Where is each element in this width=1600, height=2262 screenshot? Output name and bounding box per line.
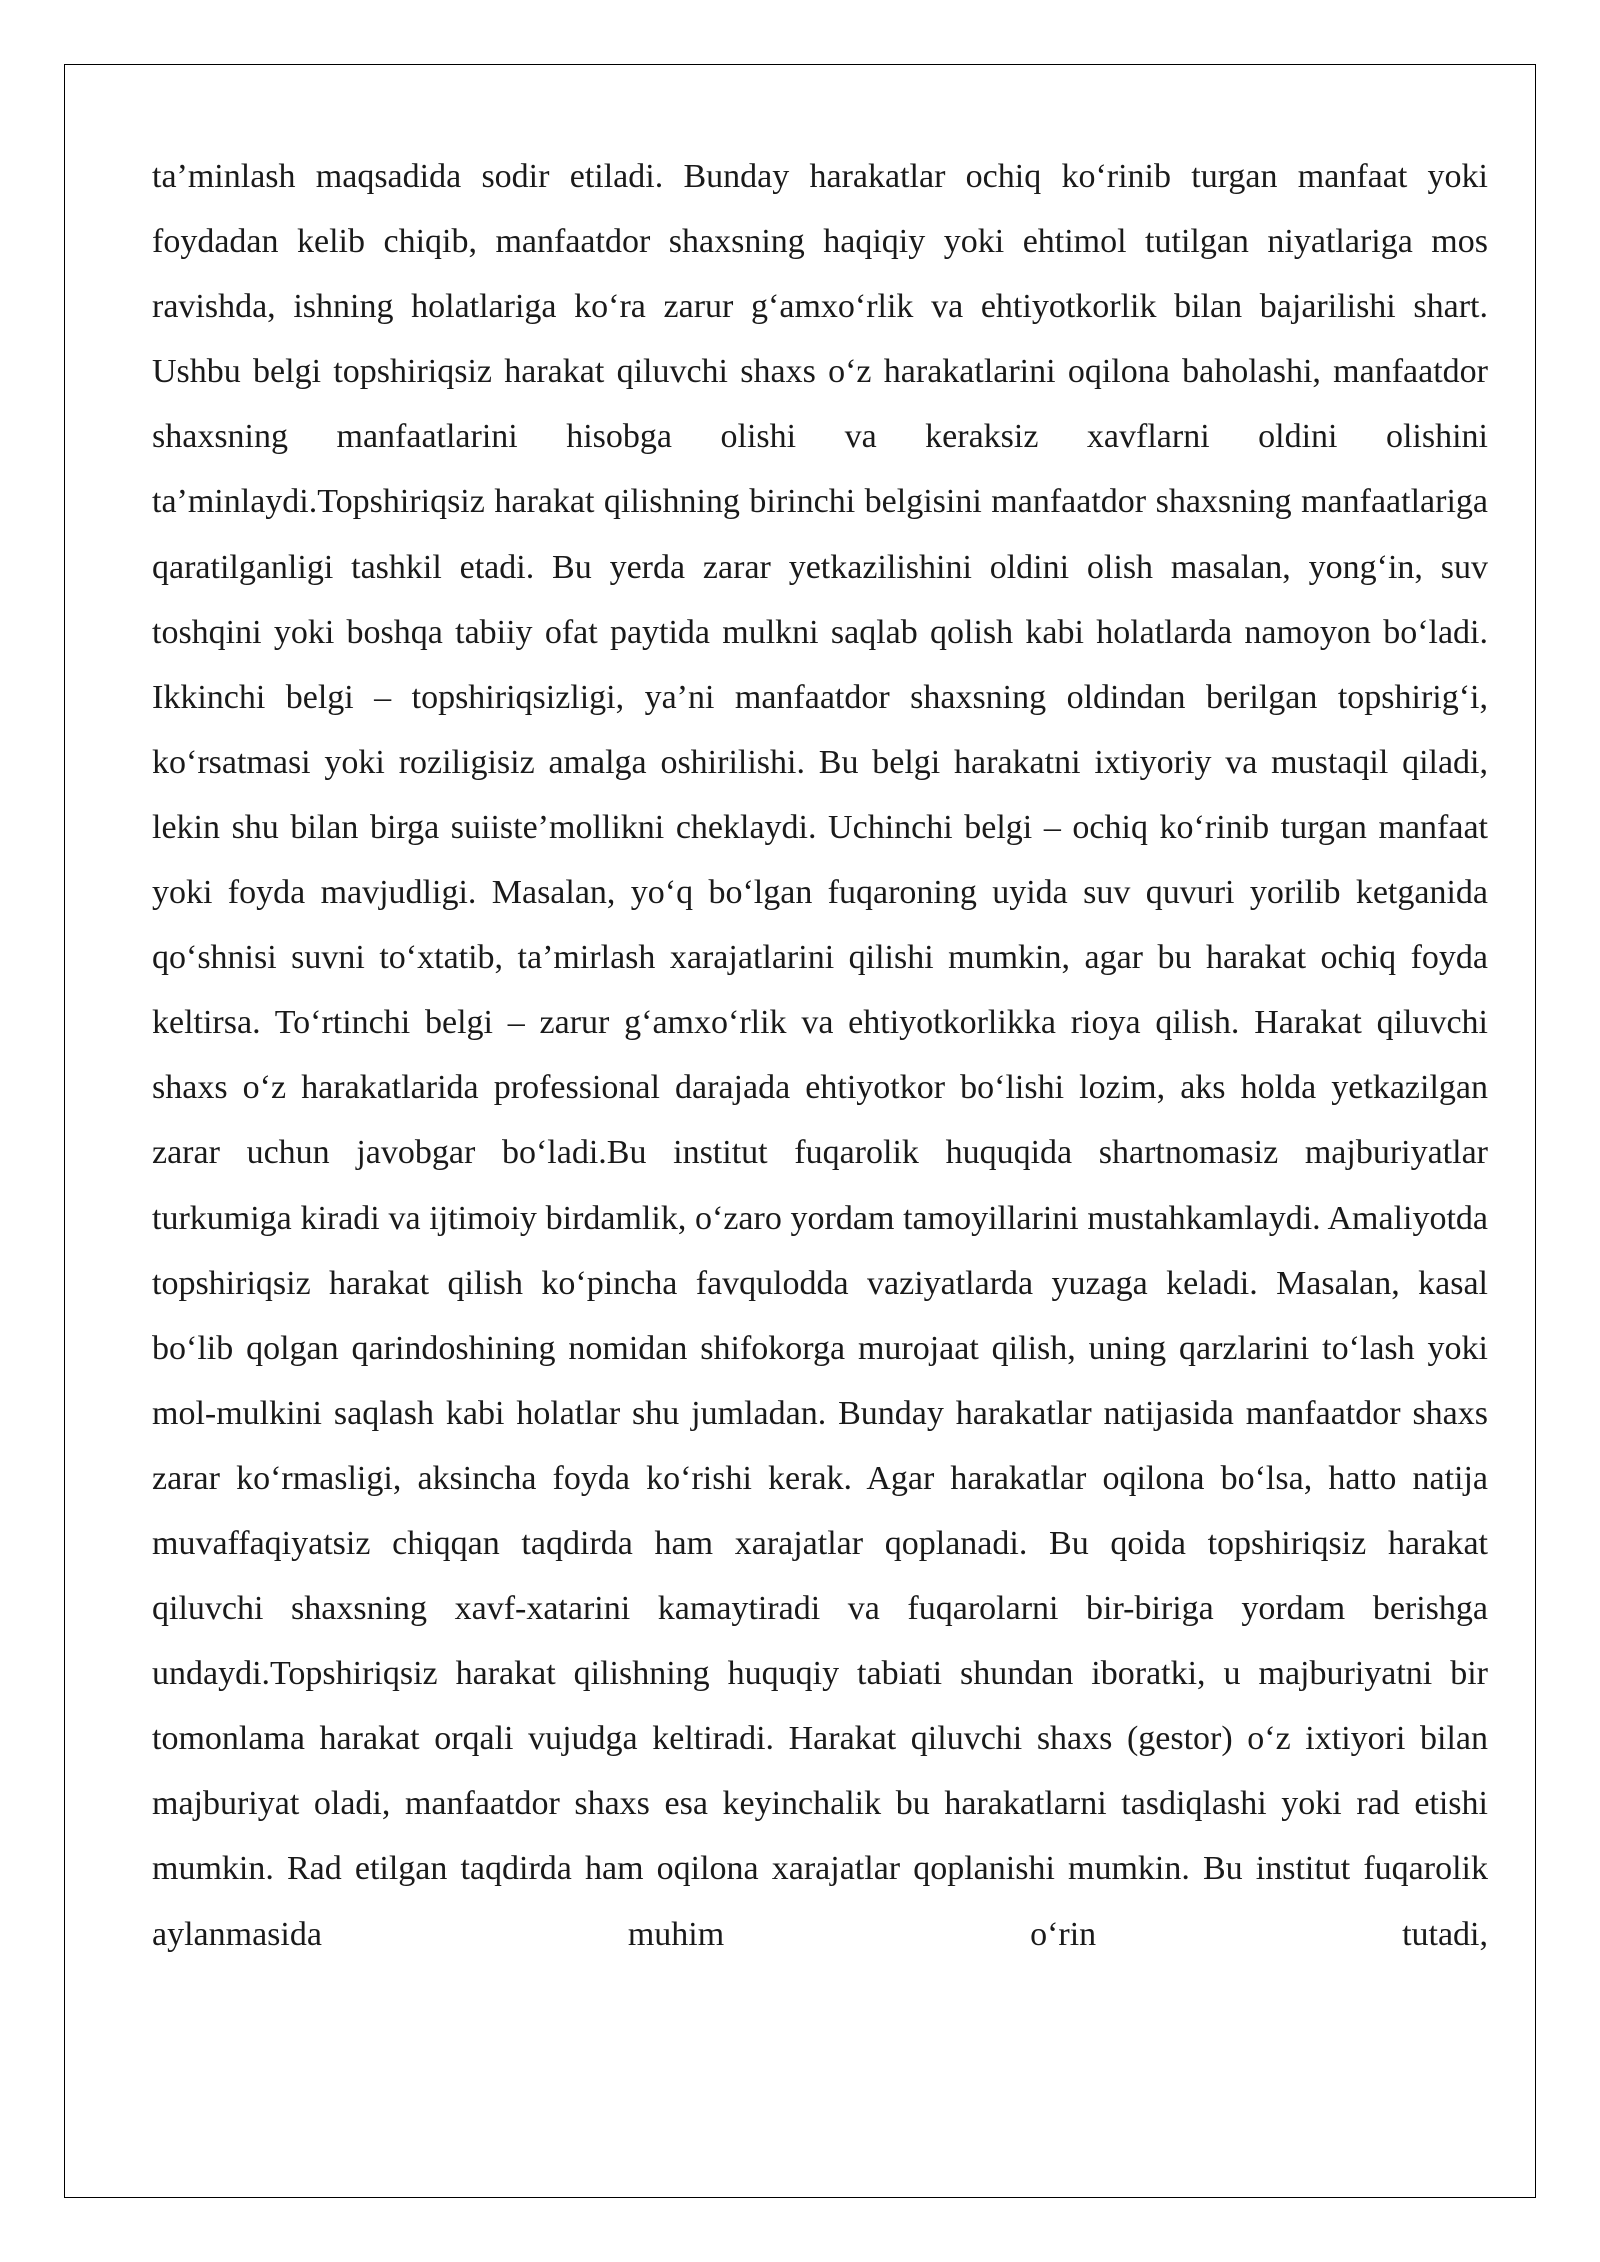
body-paragraph: ta’minlash maqsadida sodir etiladi. Bunday harakatlar ochiq ko‘rinib turgan manfaat yoki foydadan kelib chiqib, manfaatdor shaxsning haqiqiy yoki ehtimol tutilgan niyatlariga mos ravishda, ishning holatlariga ko‘ra zarur g‘amxo‘rlik va ehtiyotkorlik bilan bajarilishi shart. Ushbu belgi topshiriqsiz harakat qiluvchi shaxs o‘z harakatlarini oqilona baholashi, manfaatdor shaxsning manfaatlarini hisobga olishi va keraksiz xavflarni oldini olishini ta’minlaydi.Topshiriqsiz harakat qilishning birinchi belgisini manfaatdor shaxsning manfaatlariga qaratilganligi tashkil etadi. Bu yerda zarar yetkazilishini oldini olish masalan, yong‘in, suv toshqini yoki boshqa tabiiy ofat paytida mulkni saqlab qolish kabi holatlarda namoyon bo‘ladi. Ikkinchi belgi – topshiriqsizligi, ya’ni manfaatdor shaxsning oldindan berilgan topshirig‘i, ko‘rsatmasi yoki roziligisiz amalga oshirilishi. Bu belgi harakatni ixtiyoriy va mustaqil qiladi, lekin shu bilan birga suiiste’mollikni cheklaydi. Uchinchi belgi – ochiq ko‘rinib turgan manfaat yoki foyda mavjudligi. Masalan, yo‘q bo‘lgan fuqaroning uyida suv quvuri yorilib ketganida qo‘shnisi suvni to‘xtatib, ta’mirlash xarajatlarini qilishi mumkin, agar bu harakat ochiq foyda keltirsa. To‘rtinchi belgi – zarur g‘amxo‘rlik va ehtiyotkorlikka rioya qilish. Harakat qiluvchi shaxs o‘z harakatlarida professional darajada ehtiyotkor bo‘lishi lozim, aks holda yetkazilgan zarar uchun javobgar bo‘ladi.Bu institut fuqarolik huquqida shartnomasiz majburiyatlar turkumiga kiradi va ijtimoiy birdamlik, o‘zaro yordam tamoyillarini mustahkamlaydi. Amaliyotda topshiriqsiz harakat qilish ko‘pincha favqulodda vaziyatlarda yuzaga keladi. Masalan, kasal bo‘lib qolgan qarindoshining nomidan shifokorga murojaat qilish, uning qarzlarini to‘lash yoki mol-mulkini saqlash kabi holatlar shu jumladan. Bunday harakatlar natijasida manfaatdor shaxs zarar ko‘rmasligi, aksincha foyda ko‘rishi kerak. Agar harakatlar oqilona bo‘lsa, hatto natija muvaffaqiyatsiz chiqqan taqdirda ham xarajatlar qoplanadi. Bu qoida topshiriqsiz harakat qiluvchi shaxsning xavf-xatarini kamaytiradi va fuqarolarni bir-biriga yordam berishga undaydi.Topshiriqsiz harakat qilishning huquqiy tabiati shundan iboratki, u majburiyatni bir tomonlama harakat orqali vujudga keltiradi. Harakat qiluvchi shaxs (gestor) o‘z ixtiyori bilan majburiyat oladi, manfaatdor shaxs esa keyinchalik bu harakatlarni tasdiqlashi yoki rad etishi mumkin. Rad etilgan taqdirda ham oqilona xarajatlar qoplanishi mumkin. Bu institut fuqarolik aylanmasida muhim o‘rin tutadi, — [152, 158, 1488, 1953]
